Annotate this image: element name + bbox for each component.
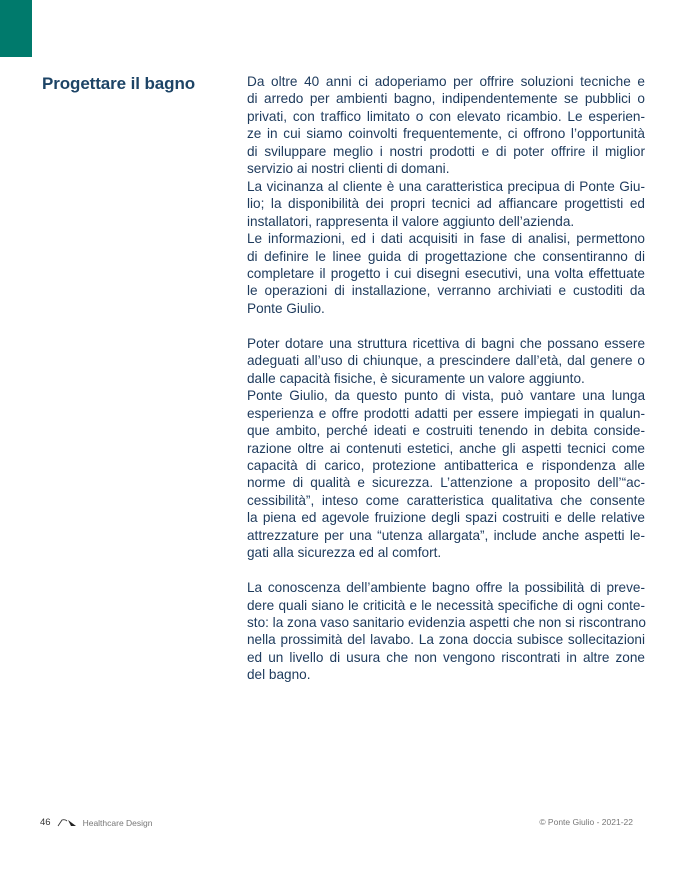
text-line: sto: la zona vaso sanitario evidenzia aspetti che non si riscontrano (247, 615, 646, 631)
text-line: cessibilità”, inteso come caratteristica qualitativa che consente (247, 492, 645, 508)
text-line: dalle capacità fisiche, è sicuramente un valore aggiunto. (247, 370, 585, 386)
text-line: la piena ed agevole fruizione degli spazi costruiti e delle relative (247, 510, 645, 526)
text-line: installatori, rappresenta il valore aggiunto dell’azienda. (247, 213, 575, 229)
text-line: esperienza e offre prodotti adatti per essere impiegati in qualun- (247, 405, 645, 421)
text-line: di definire le linee guida di progettazione che consentiranno di (247, 248, 645, 264)
text-line: gati alla sicurezza ed al comfort. (247, 545, 442, 561)
text-line: Da oltre 40 anni ci adoperiamo per offrire soluzioni tecniche e (247, 74, 645, 89)
ponte-giulio-logo-icon (57, 818, 77, 827)
text-line: privati, con traffico limitato o con elevato ricambio. Le esperien- (247, 108, 645, 124)
text-line: le operazioni di installazione, verranno archiviati e custoditi da (247, 283, 645, 299)
text-line: capacità di carico, protezione antibatterica e rispondenza alle (247, 457, 645, 473)
text-line: razione oltre ai contenuti estetici, anche gli aspetti tecnici come (247, 440, 645, 456)
text-line: attrezzature per una “utenza allargata”, include anche aspetti le- (247, 527, 645, 543)
text-line: Ponte Giulio. (247, 300, 325, 316)
text-line: Ponte Giulio, da questo punto di vista, può vantare una lunga (247, 388, 645, 404)
text-line: servizio ai nostri clienti di domani. (247, 161, 450, 177)
text-line: dere quali siano le criticità e le necessità specifiche di ogni conte- (247, 597, 645, 613)
paragraph (247, 579, 645, 684)
text-line: nella prossimità del lavabo. La zona doccia subisce sollecitazioni (247, 632, 645, 648)
text-line: di arredo per ambienti bagno, indipendentemente se pubblici o (247, 91, 645, 107)
copyright: © Ponte Giulio - 2021-22 (539, 817, 633, 827)
footer-left (40, 817, 153, 828)
text-line: Le informazioni, ed i dati acquisiti in fase di analisi, permettono (247, 231, 645, 247)
text-line: lio; la disponibilità dei propri tecnici ad affiancare progettisti ed (247, 196, 645, 212)
text-line: La conoscenza dell’ambiente bagno offre la possibilità di preve- (247, 580, 645, 596)
section-name: Healthcare Design (82, 817, 153, 828)
text-line: del bagno. (247, 667, 311, 683)
text-line: ze in cui siamo coinvolti frequentemente, ci offrono l’opportunità (247, 126, 645, 142)
text-line: di sviluppare meglio i nostri prodotti e di poter offrire il miglior (247, 143, 645, 159)
footer-right (539, 817, 633, 827)
text-line: Poter dotare una struttura ricettiva di bagni che possano essere (247, 335, 645, 351)
section-heading: Progettare il bagno (42, 74, 196, 93)
page-number: 46 (40, 817, 51, 828)
paragraph (247, 73, 645, 317)
text-line: que ambito, perché ideati e costruiti tenendo in debita conside- (247, 423, 645, 439)
body-text (247, 73, 645, 701)
text-line: norme di qualità e sicurezza. L’attenzione a proposito dell’“ac- (247, 475, 645, 491)
text-line: completare il progetto i cui disegni esecutivi, una volta effettuate (247, 265, 645, 281)
text-line: adeguati all’uso di chiunque, a prescindere dall’età, dal genere o (247, 353, 645, 369)
accent-bar (0, 0, 32, 57)
paragraph (247, 335, 645, 562)
text-line: La vicinanza al cliente è una caratteristica precipua di Ponte Giu- (247, 178, 645, 194)
text-line: ed un livello di usura che non vengono riscontrati in altre zone (247, 649, 645, 665)
